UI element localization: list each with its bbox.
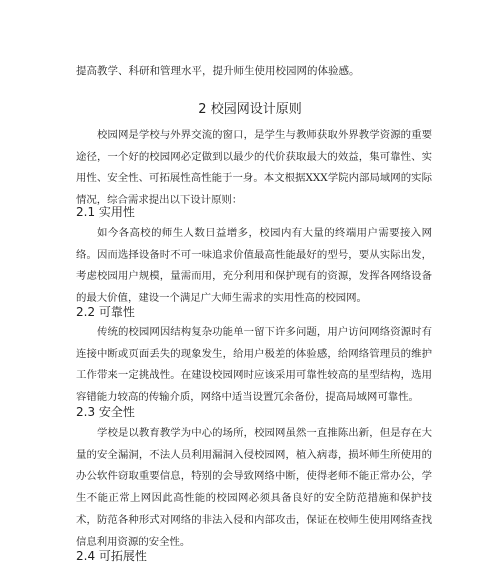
section-heading: 2 校园网设计原则 (198, 102, 302, 117)
subsection-paragraph-security: 学校是以教育教学为中心的场所，校园网虽然一直推陈出新，但是存在大量的安全漏洞，不法人员利用漏洞入侵校园网，植入病毒，损坏师生所使用的办公软件窃取重要信息，特别的会导致网络中断，使得老师不能正常办公，学生不能正常上网因此高性能的校园网必须具备良好的安全防范措施和保护技术，防范各种形式对网络的非法入侵和内部攻击，保证在校师生使用网络查找信息利用资源的安全性。 (76, 427, 432, 548)
intro-tail-text: 提高教学、科研和管理水平，提升师生使用校园网的体验感。 (76, 65, 360, 77)
subsection-paragraph-reliability: 传统的校园网因结构复杂功能单一留下许多问题，用户访问网络资源时有连接中断或页面丢失的现象发生，给用户极差的体验感，给网络管理员的维护工作带来一定挑战性。在建设校园网时应该采用可靠性较高的星型结构，选用容错能力较高的传输介质，网络中适当设置冗余备份，提高局域网可靠性。 (76, 326, 432, 404)
subsection-heading-reliability: 2.2 可靠性 (76, 305, 135, 319)
subsection-paragraph-practicality: 如今各高校的师生人数日益增多，校园内有大量的终端用户需要接入网络。因而选择设备时不可一味追求价值最高性能最好的型号，要从实际出发，考虑校园用户规模，量需而用，充分利用和保护现有的资源，发挥各网络设备的最大价值，建设一个满足广大师生需求的实用性高的校园网。 (76, 227, 432, 305)
subsection-heading-practicality: 2.1 实用性 (76, 205, 135, 219)
subsection-heading-extensibility: 2.4 可拓展性 (76, 549, 147, 563)
section-intro-paragraph: 校园网是学校与外界交流的窗口，是学生与教师获取外界教学资源的重要途径，一个好的校园网必定做到以最少的代价获取最大的效益，集可靠性、实用性、安全性、可拓展性高性能于一身。本文根据XXX学院内部局域网的实际情况，综合需求提出以下设计原则： (76, 129, 432, 207)
subsection-heading-security: 2.3 安全性 (76, 405, 135, 419)
